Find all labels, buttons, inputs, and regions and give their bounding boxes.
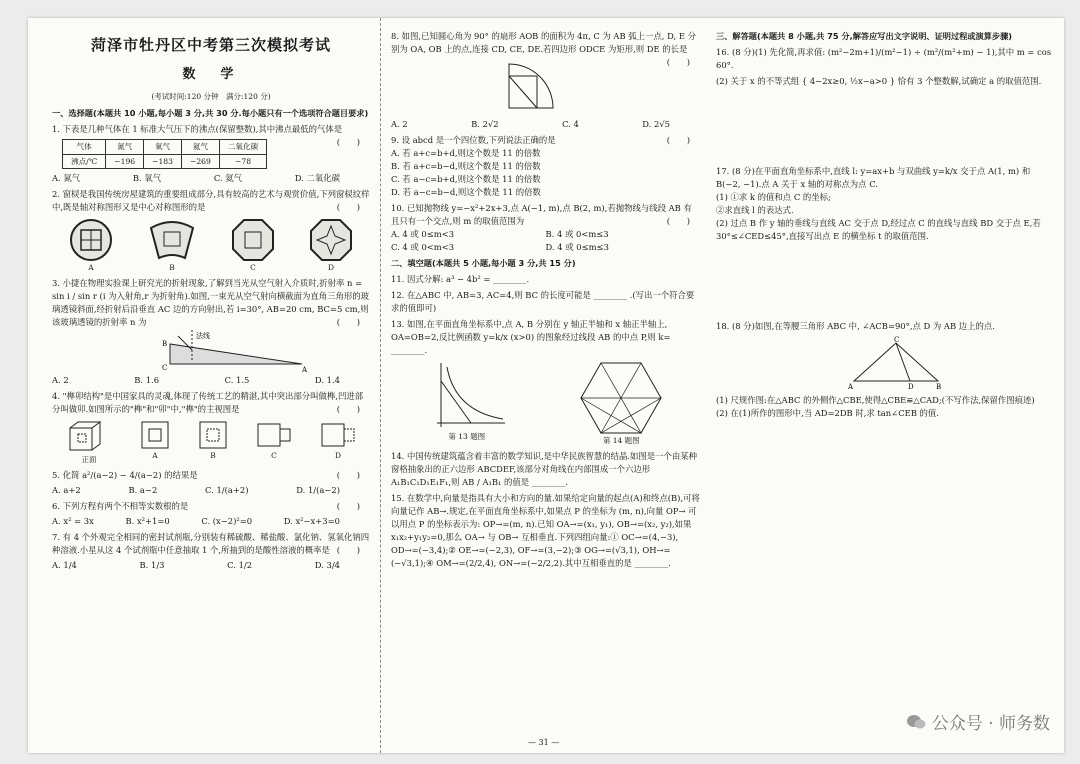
figure-label: D bbox=[327, 263, 334, 273]
question-15: 15. 在数学中,向量是指具有大小和方向的量.如果给定向量的起点(A)和终点(B),可将向量记作 AB→.规定,在平面直角坐标系中,如果点 P 的坐标为 (m, n),向量 OP→ 可以用点 P 的坐标表示为: OP→=(m, n).已知 OA→=(x₁, y₁), OB→=(x₂, y₂),如果 x₁x₂+y₁y₂=0,那么 OA→ 与 OB→ 互相垂直.下列四组向量:① OC→=(4,−3), OD→=(−3,4);② OE→=(−2,3), OF→=(3,−2);③ OG→=(√3,1), OH→=(−√3,1);④ OM→=(2/2,4), ON→=(−2/2,2).其中互相垂直的是 ________. bbox=[391, 492, 700, 568]
option: C. (x−2)²=0 bbox=[201, 515, 253, 526]
answer-paren: ( ) bbox=[666, 216, 690, 227]
table-cell: 氧气 bbox=[144, 139, 182, 154]
answer-paren: ( ) bbox=[336, 202, 360, 213]
option: D. 1.4 bbox=[314, 375, 340, 385]
point-a-label: A bbox=[302, 366, 308, 372]
question-10-options bbox=[391, 228, 700, 254]
figure-label: B bbox=[169, 263, 175, 273]
option: C. 1/2 bbox=[227, 559, 253, 570]
question-6-options bbox=[52, 515, 370, 528]
question-8 bbox=[391, 30, 700, 131]
answer-figure bbox=[198, 420, 228, 466]
answer-paren: ( ) bbox=[336, 500, 360, 511]
question-3 bbox=[52, 277, 370, 387]
point-b-label: B bbox=[162, 340, 168, 348]
answer-paren: ( ) bbox=[666, 135, 690, 146]
table-cell: −78 bbox=[219, 154, 266, 169]
question-8-options bbox=[391, 118, 700, 131]
lattice-figure bbox=[309, 218, 353, 274]
answer-paren: ( ) bbox=[336, 469, 360, 480]
dashed-square-icon bbox=[198, 420, 228, 450]
answer-paren: ( ) bbox=[336, 316, 360, 327]
question-17c: ②求直线 l 的表达式. bbox=[716, 204, 794, 215]
answer-paren: ( ) bbox=[336, 136, 360, 147]
figure-13-caption: 第 13 题图 bbox=[448, 431, 486, 441]
refraction-figure bbox=[152, 330, 312, 372]
question-18: 18. (8 分)如图,在等腰三角形 ABC 中, ∠ACB=90°,点 D 为 AB 边上的点. bbox=[716, 320, 995, 331]
figure-label: D bbox=[334, 451, 341, 461]
option: D. 4 或 0≤m≤3 bbox=[545, 242, 609, 253]
option: D. 若 a−c=b−d,则这个数是 11 的倍数 bbox=[391, 187, 541, 198]
question-1 bbox=[52, 123, 370, 186]
question-10 bbox=[391, 202, 700, 254]
lattice-star-icon bbox=[309, 218, 353, 262]
figure-label: B bbox=[210, 451, 216, 461]
section-1-heading: 一、选择题(本题共 10 小题,每小题 3 分,共 30 分.每小题只有一个选项符合题目要求) bbox=[52, 108, 369, 119]
table-cell: −196 bbox=[106, 154, 144, 169]
tenon-3d-figure bbox=[66, 420, 112, 466]
point-c-label: C bbox=[894, 335, 900, 344]
option: C. 4 或 0<m<3 bbox=[391, 242, 455, 253]
question-11: 11. 因式分解: a³ − 4b² = ________. bbox=[391, 273, 530, 284]
question-1-text: 1. 下表是几种气体在 1 标准大气压下的沸点(保留整数),其中沸点最低的气体是 bbox=[52, 123, 343, 134]
square-hole-icon bbox=[140, 420, 170, 450]
boiling-point-table bbox=[62, 139, 267, 170]
table-cell: 二氧化碳 bbox=[219, 139, 266, 154]
tenon-front-icon bbox=[256, 420, 292, 450]
answer-figure bbox=[320, 420, 356, 466]
option: B. 若 a+c=b−d,则这个数是 11 的倍数 bbox=[391, 161, 541, 172]
question-10-text: 10. 已知抛物线 y=−x²+2x+3,点 A(−1, m),点 B(2, m),若抛物线与线段 AB 有且只有一个交点,则 m 的取值范围为 bbox=[391, 203, 692, 227]
answer-paren: ( ) bbox=[336, 404, 360, 415]
option: C. 1/(a+2) bbox=[205, 484, 249, 495]
table-row bbox=[63, 139, 267, 154]
question-3-text: 3. 小捷在物理实验课上研究光的折射现象,了解到当光从空气射入介质时,折射率 n = sin i / sin r (i 为入射角,r 为折射角).如图,一束光从空气射向横截面为直角三角形的玻璃透镜斜面,经折射后沿垂直 AC 边的方向射出,若 i=30°, AB=20 cm, BC=5 cm,则该玻璃透镜的折射率 n 为 bbox=[52, 277, 369, 327]
sector-figure bbox=[499, 58, 559, 116]
question-16b: (2) 关于 x 的不等式组 { 4−2x≥0, ½x−a>0 } 恰有 3 个整数解,试确定 a 的取值范围. bbox=[716, 75, 1042, 86]
section-2-heading: 二、填空题(本题共 5 小题,每小题 3 分,共 15 分) bbox=[391, 258, 576, 269]
figure-14-caption: 第 14 题图 bbox=[602, 435, 640, 445]
answer-paren: ( ) bbox=[666, 57, 690, 68]
lattice-octagon-icon bbox=[231, 218, 275, 262]
option: B. 4 或 0<m≤3 bbox=[545, 229, 609, 240]
lattice-figure bbox=[231, 218, 275, 274]
table-cell: 氦气 bbox=[181, 139, 219, 154]
question-5-options bbox=[52, 484, 370, 497]
column-right bbox=[708, 18, 1054, 753]
question-4 bbox=[52, 390, 370, 466]
question-16a: 16. (8 分)(1) 先化简,再求值: (m²−2m+1)/(m²−1) ÷ (m²/(m²+m) − 1),其中 m = cos 60°. bbox=[716, 46, 1052, 70]
option: A. 氮气 bbox=[52, 173, 81, 184]
option: A. 4 或 0≤m<3 bbox=[391, 229, 455, 240]
exam-meta: (考试时间:120 分钟 满分:120 分) bbox=[151, 92, 271, 102]
question-12: 12. 在△ABC 中, AB=3, AC=4,则 BC 的长度可能是 ________ .(写出一个符合要求的值即可) bbox=[391, 289, 695, 313]
mortise-tenon-figures bbox=[52, 420, 370, 466]
option: A. 2 bbox=[52, 375, 69, 385]
lattice-figure bbox=[69, 218, 113, 274]
question-13: 13. 如图,在平面直角坐标系中,点 A, B 分别在 y 轴正半轴和 x 轴正半轴上, OA=OB=2,反比例函数 y=k/x (x>0) 的图象经过线段 AB 的中点 P,则 k= ________. bbox=[391, 318, 671, 355]
exam-title: 菏泽市牡丹区中考第三次模拟考试 bbox=[90, 36, 331, 54]
option: C. 氦气 bbox=[213, 173, 243, 184]
option: B. 氧气 bbox=[132, 173, 162, 184]
answer-paren: ( ) bbox=[336, 544, 360, 555]
figure-label: C bbox=[271, 451, 277, 461]
window-lattice-figures bbox=[52, 218, 370, 274]
answer-space bbox=[716, 243, 1054, 317]
question-7-options bbox=[52, 559, 370, 572]
lattice-fan-icon bbox=[147, 218, 197, 262]
tenon-side-icon bbox=[320, 420, 356, 450]
option: A. x² = 3x bbox=[52, 515, 94, 526]
table-cell: 氮气 bbox=[106, 139, 144, 154]
option: D. 二氧化碳 bbox=[294, 173, 340, 184]
triangle-figure bbox=[846, 335, 946, 391]
table-cell: −269 bbox=[181, 154, 219, 169]
figure-14 bbox=[578, 361, 664, 447]
table-cell: −183 bbox=[144, 154, 182, 169]
lattice-figure bbox=[147, 218, 197, 274]
figure-label: A bbox=[88, 263, 94, 273]
watermark bbox=[906, 709, 1050, 734]
figure-label: A bbox=[152, 451, 158, 461]
question-6-text: 6. 下列方程有两个不相等实数根的是 bbox=[52, 500, 189, 511]
option: D. 2√5 bbox=[642, 119, 670, 130]
option: C. 若 a−c=b+d,则这个数是 11 的倍数 bbox=[391, 174, 541, 185]
option: B. a−2 bbox=[128, 484, 158, 495]
column-left bbox=[52, 18, 370, 753]
option: D. x²−x+3=0 bbox=[283, 515, 340, 526]
hyperbola-graph bbox=[427, 361, 507, 431]
figures-13-14 bbox=[391, 361, 700, 447]
question-17a: 17. (8 分)在平面直角坐标系中,直线 l: y=ax+b 与双曲线 y=k/x 交于点 A(1, m) 和 B(−2, −1).点 A 关于 x 轴的对称点为点 C. bbox=[716, 165, 1031, 189]
table-cell: 气体 bbox=[63, 139, 106, 154]
option: B. 2√2 bbox=[471, 119, 499, 130]
watermark-text: 公众号 · 师务数 bbox=[931, 714, 1050, 734]
option: B. 1/3 bbox=[139, 559, 165, 570]
question-1-options bbox=[52, 172, 370, 185]
hexagon-figure bbox=[578, 361, 664, 435]
question-18b: (2) 在(1)所作的图形中,当 AD=2DB 时,求 tan∠CEB 的值. bbox=[716, 407, 939, 418]
answer-figure bbox=[140, 420, 170, 466]
question-5-text: 5. 化简 a²/(a−2) − 4/(a−2) 的结果是 bbox=[52, 469, 198, 480]
cube-icon bbox=[66, 420, 112, 454]
page-number: — 31 — bbox=[528, 738, 560, 747]
lattice-circle-icon bbox=[69, 218, 113, 262]
question-8-text: 8. 如图,已知圆心角为 90° 的扇形 AOB 的面积为 4π, C 为 AB 弧上一点, D, E 分别为 OA, OB 上的点,连接 CD, CE, DE.若四边形 ODCE 为矩形,则 DE 的长是 bbox=[391, 31, 697, 55]
option: C. 1.5 bbox=[224, 375, 250, 385]
section-3-heading: 三、解答题(本题共 8 小题,共 75 分,解答应写出文字说明、证明过程或演算步骤) bbox=[716, 31, 1013, 41]
option: A. a+2 bbox=[52, 484, 81, 495]
question-4-text: 4. "榫卯结构"是中国家具的灵魂,体现了传统工艺的精湛,其中突出部分叫做榫,凹进部分叫做卯.如图所示的"榫"和"卯"中,"榫"的主视图是 bbox=[52, 391, 364, 415]
option: A. 若 a+c=b+d,则这个数是 11 的倍数 bbox=[391, 148, 541, 159]
wechat-icon bbox=[906, 714, 926, 730]
question-3-options bbox=[52, 374, 370, 387]
figure-label: C bbox=[250, 263, 256, 273]
option: D. 3/4 bbox=[314, 559, 340, 570]
table-cell: 沸点/℃ bbox=[63, 154, 106, 169]
option: A. 1/4 bbox=[52, 559, 77, 570]
question-6 bbox=[52, 500, 370, 528]
option: A. 2 bbox=[391, 119, 408, 130]
option: C. 4 bbox=[562, 119, 579, 130]
answer-space bbox=[716, 88, 1054, 162]
question-7-text: 7. 有 4 个外观完全相同的密封试剂瓶,分别装有稀硫酸、稀盐酸、氯化钠、氢氧化钠四种溶液.小星从这 4 个试剂瓶中任意抽取 1 个,所抽到的是酸性溶液的概率是 bbox=[52, 531, 370, 555]
question-17b: (1) ①求 k 的值和点 C 的坐标; bbox=[716, 191, 831, 202]
option: B. 1.6 bbox=[134, 375, 160, 385]
front-label: 正面 bbox=[81, 455, 97, 465]
point-b-label: B bbox=[936, 382, 942, 391]
option: D. 1/(a−2) bbox=[296, 484, 340, 495]
question-2-text: 2. 窗棂是我国传统房屋建筑的重要组成部分,具有较高的艺术与观赏价值,下列窗棂纹样中,既是轴对称图形又是中心对称图形的是 bbox=[52, 189, 370, 213]
question-9 bbox=[391, 134, 700, 199]
question-18a: (1) 尺规作图:在△ABC 的外侧作△CBE,使得△CBE≌△CAD;(不写作法,保留作图痕迹) bbox=[716, 394, 1035, 405]
exam-page bbox=[28, 18, 1064, 753]
question-5 bbox=[52, 469, 370, 497]
normal-label: 法线 bbox=[196, 332, 210, 340]
subject-title: 数 学 bbox=[182, 67, 240, 83]
question-9-text: 9. 设 abcd 是一个四位数,下列说法正确的是 bbox=[391, 135, 556, 146]
question-17d: (2) 过点 B 作 y 轴的垂线与直线 AC 交于点 D,经过点 C 的直线与直线 BD 交于点 E,若 30°≤∠CED≤45°,直接写出点 E 的横坐标 t 的取值范围. bbox=[716, 217, 1041, 241]
option: B. x²+1=0 bbox=[125, 515, 170, 526]
table-row bbox=[63, 154, 267, 169]
answer-figure bbox=[256, 420, 292, 466]
point-a-label: A bbox=[848, 382, 854, 391]
question-14: 14. 中国传统建筑蕴含着丰富的数学知识,是中华民族智慧的结晶.如图是一个由某种窗格抽象出的正六边形 ABCDEF,该部分对角线在内部围成一个六边形 A₁B₁C₁D₁E₁F₁,则 AB / A₁B₁ 的值是 ________. bbox=[391, 450, 698, 487]
question-7 bbox=[52, 531, 370, 572]
figure-13 bbox=[427, 361, 507, 447]
question-2 bbox=[52, 188, 370, 274]
column-middle bbox=[380, 18, 700, 753]
point-d-label: D bbox=[908, 382, 914, 391]
point-c-label: C bbox=[162, 364, 168, 372]
